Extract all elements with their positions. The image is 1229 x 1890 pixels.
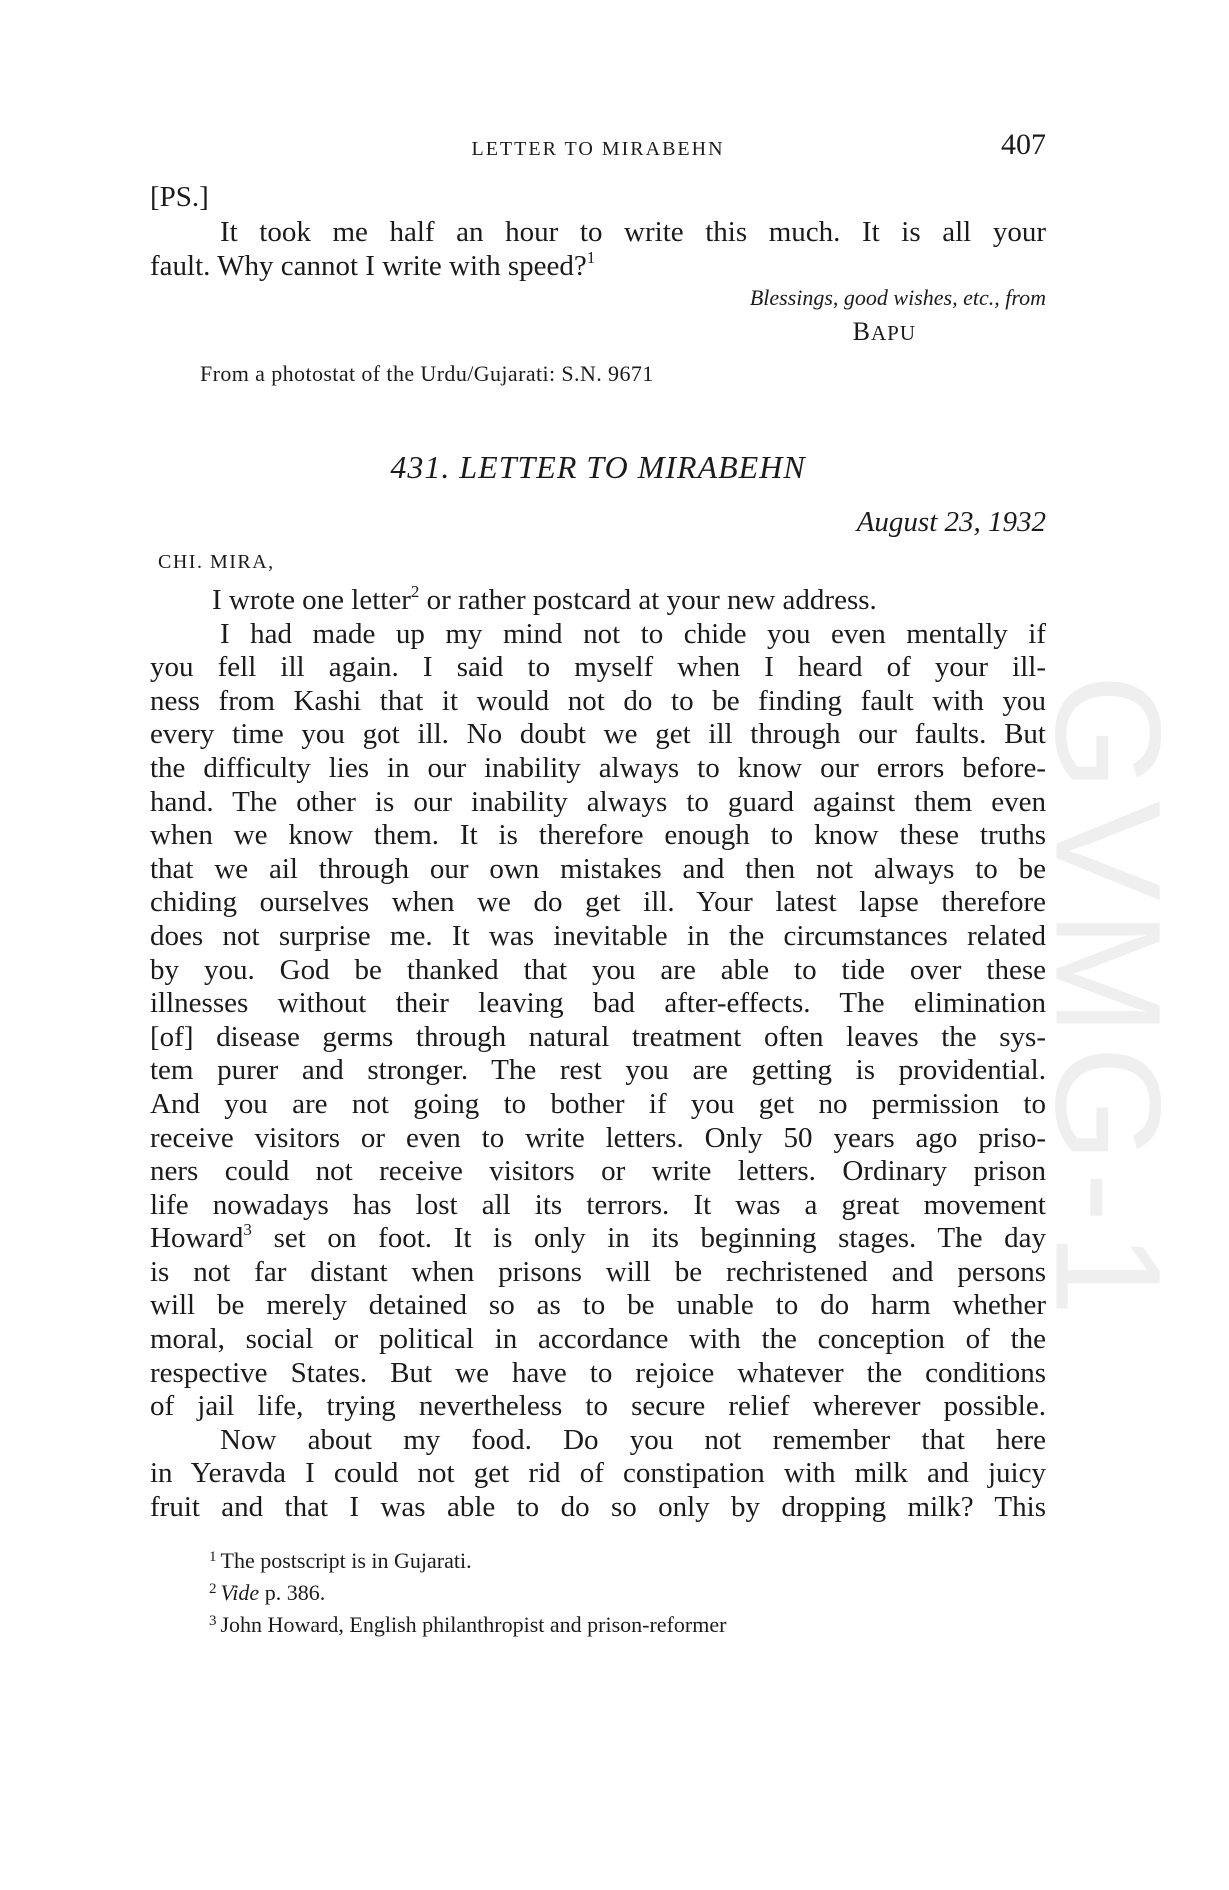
body-line: the difficulty lies in our inability always to know our errors before- — [150, 751, 1046, 784]
signature-rest: APU — [870, 321, 916, 345]
footnotes — [209, 1543, 726, 1639]
watermark: GVMG-1 — [1024, 674, 1193, 1326]
footnote — [209, 1543, 726, 1575]
body-line: fruit and that I was able to do so only by dropping milk? This — [150, 1491, 1046, 1524]
postscript-body — [150, 215, 1046, 283]
body-line: in Yeravda I could not get rid of constipation with milk and juicy — [150, 1457, 1046, 1490]
body-line: tem purer and stronger. The rest you are getting is providential. — [150, 1054, 1046, 1087]
body-line: by you. God be thanked that you are able to tide over these — [150, 953, 1046, 986]
body-line: And you are not going to bother if you get no permission to — [150, 1087, 1046, 1120]
body-line: that we ail through our own mistakes and then not always to be — [150, 852, 1046, 885]
letter-body — [150, 584, 1046, 1525]
postscript-line-text: fault. Why cannot I write with speed? — [150, 250, 587, 282]
body-line: illnesses without their leaving bad after-effects. The elimination — [150, 987, 1046, 1020]
running-title: LETTER TO MIRABEHN — [471, 138, 725, 160]
body-text: I wrote one letter — [212, 584, 411, 616]
body-line: when we know them. It is therefore enough to know these truths — [150, 819, 1046, 852]
body-line: ness from Kashi that it would not do to be finding fault with you — [150, 684, 1046, 717]
body-line — [150, 584, 1046, 618]
body-line: I had made up my mind not to chide you even mentally if — [220, 617, 1046, 650]
closing-line: Blessings, good wishes, etc., from — [749, 285, 1046, 310]
body-line: every time you got ill. No doubt we get ill through our faults. But — [150, 718, 1046, 751]
footnote-marker: 1 — [209, 1549, 217, 1565]
body-line: is not far distant when prisons will be rechristened and persons — [150, 1255, 1046, 1288]
footnote-marker: 2 — [209, 1581, 217, 1597]
body-line: ners could not receive visitors or write letters. Ordinary prison — [150, 1155, 1046, 1188]
footnote-text: John Howard, English philanthropist and prison-reformer — [220, 1612, 727, 1637]
footnote-ref: 1 — [586, 248, 596, 267]
footnote-text: The postscript is in Gujarati. — [220, 1548, 472, 1573]
signature — [150, 317, 916, 347]
letter-date: August 23, 1932 — [856, 506, 1046, 538]
footnote — [209, 1607, 726, 1639]
body-line: of jail life, trying nevertheless to secure relief wherever possible. — [150, 1390, 1046, 1423]
footnote-marker: 3 — [209, 1613, 217, 1629]
body-text: set on foot. It is only in its beginning stages. The day — [251, 1222, 1046, 1255]
body-line: will be merely detained so as to be unable to do harm whether — [150, 1289, 1046, 1322]
body-line: life nowadays has lost all its terrors. It was a great movement — [150, 1188, 1046, 1221]
body-line: receive visitors or even to write letters. Only 50 years ago priso- — [150, 1121, 1046, 1154]
body-line: you fell ill again. I said to myself when I heard of your ill- — [150, 651, 1046, 684]
salutation: CHI. MIRA, — [158, 551, 275, 573]
body-line: hand. The other is our inability always to guard against them even — [150, 785, 1046, 818]
footnote-ref: 3 — [243, 1220, 252, 1240]
footnote-italic: Vide — [220, 1580, 260, 1605]
body-text: or rather postcard at your new address. — [419, 584, 877, 616]
body-line — [150, 1222, 1046, 1256]
postscript-line: It took me half an hour to write this much. It is all your — [220, 216, 1046, 248]
section-heading: 431. LETTER TO MIRABEHN — [390, 449, 806, 485]
postscript-line — [150, 249, 1046, 283]
body-line: moral, social or political in accordance with the conception of the — [150, 1323, 1046, 1356]
footnote-text: p. 386. — [259, 1580, 326, 1605]
body-line: does not surprise me. It was inevitable in the circumstances related — [150, 919, 1046, 952]
footnote — [209, 1575, 726, 1607]
page-number: 407 — [1001, 128, 1046, 161]
signature-initial: B — [852, 317, 871, 346]
postscript-label: [PS.] — [150, 181, 209, 213]
body-line: chiding ourselves when we do get ill. Your latest lapse therefore — [150, 886, 1046, 919]
body-line: Now about my food. Do you not remember that here — [220, 1423, 1046, 1456]
footnote-ref: 2 — [410, 582, 420, 601]
source-note: From a photostat of the Urdu/Gujarati: S.N. 9671 — [200, 361, 654, 386]
body-text: Howard — [150, 1222, 244, 1255]
body-line: respective States. But we have to rejoice whatever the conditions — [150, 1356, 1046, 1389]
body-line: [of] disease germs through natural treatment often leaves the sys- — [150, 1020, 1046, 1053]
